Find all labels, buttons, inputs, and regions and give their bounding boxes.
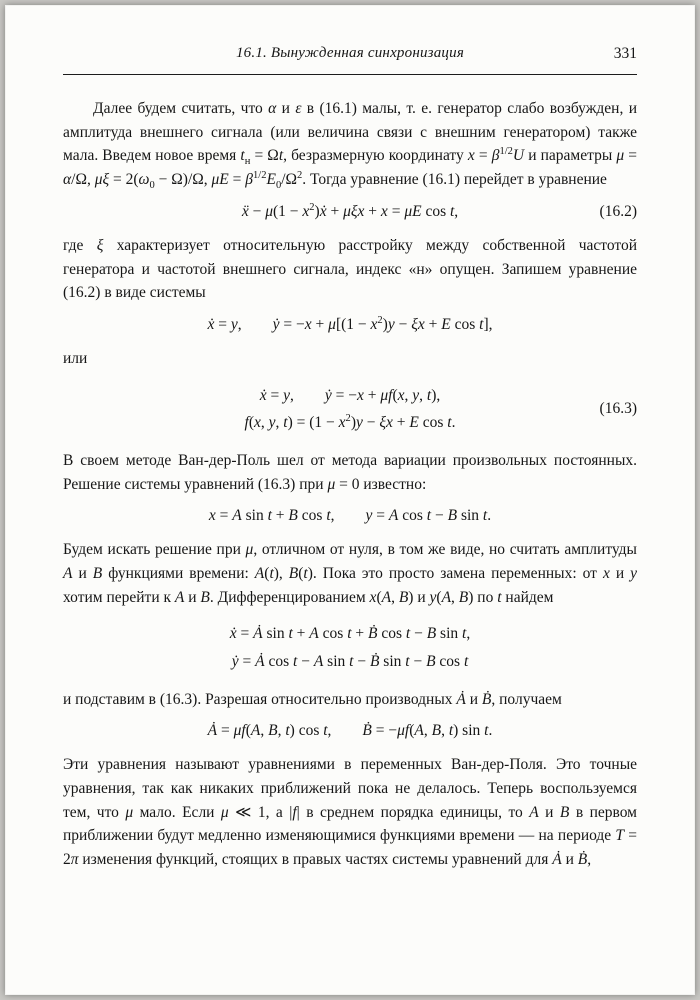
paragraph-xi-explanation: где ξ характеризует относительную расстройку между собственной частотой генератора и частотой внешнего сигнала, индекс «н» опущен. Запишем уравнение (16.2) в виде системы (63, 236, 637, 302)
equation-16-3-line1: ẋ = y, ẏ = −x + μf(x, y, t), (259, 386, 441, 404)
running-header (63, 45, 637, 69)
equation-16-2-formula: ẍ − $\mu(1 - x^2)ẋ + \mu\xi x + x = \mu E$ cos t, (241, 201, 459, 220)
equation-vdp-variables (63, 722, 637, 740)
equation-derivatives-line2: ẏ = Ȧ cos t − A sin t − Ḃ sin t − B cos t (231, 652, 469, 670)
equation-solution-formula: x = A sin t + B cos t, y = A cos t − B sin t. (208, 507, 492, 525)
text-column (63, 45, 637, 872)
header-rule (63, 74, 637, 75)
equation-16-3 (63, 382, 637, 436)
equation-solution (63, 507, 637, 525)
equation-vdp-variables-formula: Ȧ = μf(A, B, t) cos t, Ḃ = −μf(A, B, t) sin t. (207, 722, 493, 740)
paragraph-intro: Далее будем считать, что α и ε в (16.1) малы, т. е. генератор слабо возбужден, и амплитуда внешнего сигнала (или величина связи с внешним генератором) также мала. Введем новое время $t_н = \Omega t$, безразмерную координату $x = \beta^{1/2}U$ и параметры μ = α/Ω, $\mu\xi = 2(\omega_0 - \Omega)/\Omega$, $\mu E = \beta^{1/2}E_0/\Omega^2$. Тогда уравнение (16.1) перейдет в уравнение (63, 100, 638, 192)
book-page (5, 5, 695, 995)
equation-16-2 (63, 203, 637, 221)
section-title: 16.1. Вынужденная синхронизация (235, 45, 464, 61)
equation-system-formula: ẋ = y, ẏ = $-x + \mu[(1 - x^2)y - \xi x + E$ cos t], (207, 314, 493, 333)
equation-16-3-line2: f(x, y, $t) = (1 - x^2)y - \xi x + E$ cos t. (244, 412, 456, 431)
equation-derivatives-line1: ẋ = Ȧ sin t + A cos t + Ḃ cos t − B sin t, (229, 625, 471, 643)
equation-derivatives (63, 620, 637, 674)
paragraph-or: или (63, 349, 88, 367)
page-body (63, 97, 637, 872)
paragraph-vdp-method: В своем методе Ван-дер-Поль шел от метода вариации произвольных постоянных. Решение системы уравнений (16.3) при μ = 0 известно: (63, 451, 637, 493)
paragraph-substitute: и подставим в (16.3). Разрешая относительно производных Ȧ и Ḃ, получаем (63, 690, 562, 708)
equation-derivatives-lines (230, 620, 470, 674)
equation-16-3-lines (245, 382, 456, 436)
equation-system (63, 316, 637, 334)
equation-16-2-number: (16.2) (599, 202, 637, 220)
page-number: 331 (613, 45, 637, 62)
paragraph-amplitudes: Будем искать решение при μ, отличном от нуля, в том же виде, но считать амплитуды A и B функциями времени: A(t), B(t). Пока это просто замена переменных: от x и y хотим перейти к A и B. Дифференцированием x(A, B) и y(A, B) по t найдем (63, 541, 637, 606)
equation-16-3-number: (16.3) (599, 399, 637, 417)
paragraph-conclusion: Эти уравнения называют уравнениями в переменных Ван-дер-Поля. Это точные уравнения, так как никаких приближений пока не делалось. Теперь воспользуемся тем, что μ мало. Если μ ≪ 1, а |f| в среднем порядка единицы, то A и B в первом приближении будут медленно изменяющимися функциями времени — на периоде T = 2π изменения функций, стоящих в правых частях системы уравнений для Ȧ и Ḃ, (63, 756, 637, 869)
